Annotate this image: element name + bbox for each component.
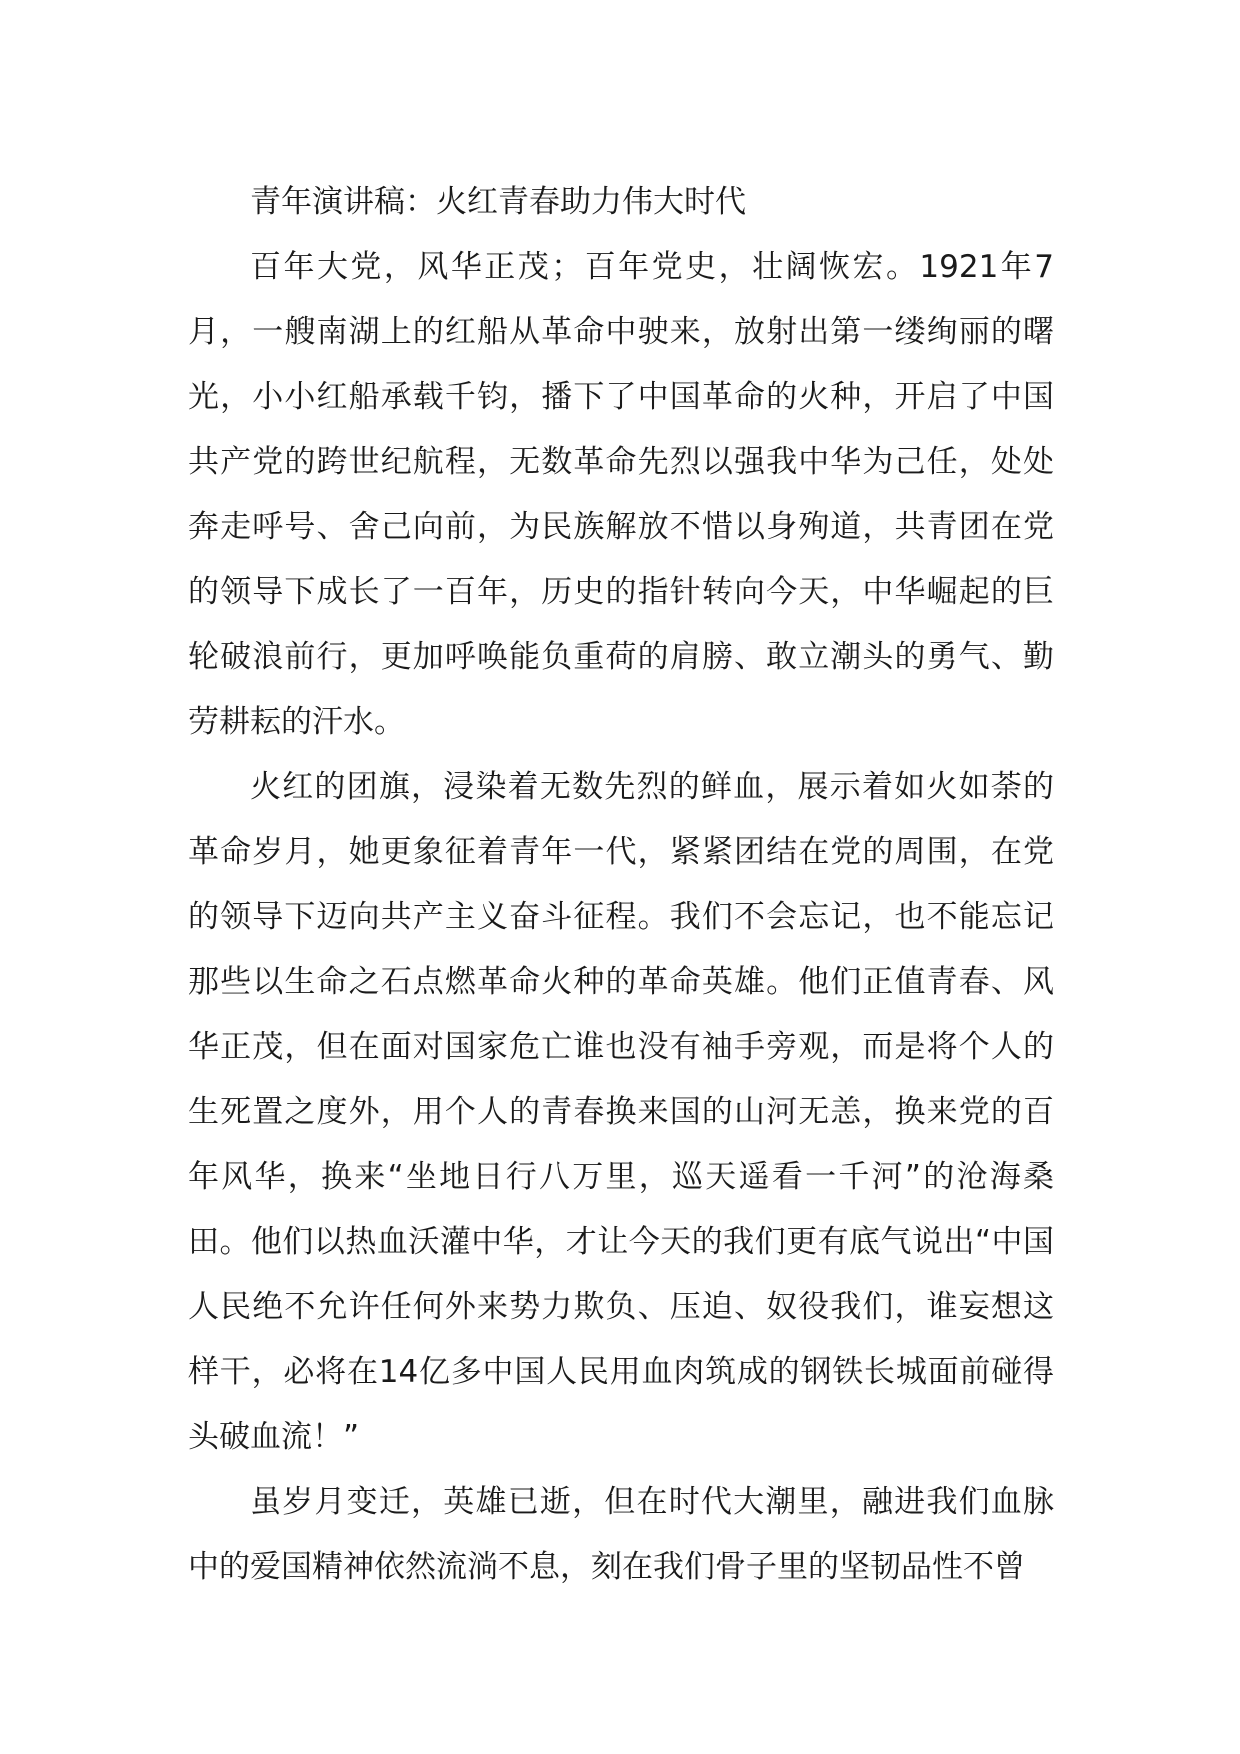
paragraph-2: 火红的团旗，浸染着无数先烈的鲜血，展示着如火如荼的革命岁月，她更象征着青年一代，紧紧团结在党的周围，在党的领导下迈向共产主义奋斗征程。我们不会忘记，也不能忘记那些以生命之石点燃革命火种的革命英雄。他们正值青春、风华正茂，但在面对国家危亡谁也没有袖手旁观，而是将个人的生死置之度外，用个人的青春换来国的山河无恙，换来党的百年风华，换来“坐地日行八万里，巡天遥看一千河”的沧海桑田。他们以热血沃灌中华，才让今天的我们更有底气说出“中国人民绝不允许任何外来势力欺负、压迫、奴役我们，谁妄想这样干，必将在14亿多中国人民用血肉筑成的钢铁长城面前碰得头破血流！” xyxy=(188,769,1054,1455)
paragraph-1: 百年大党，风华正茂；百年党史，壮阔恢宏。1921年7月，一艘南湖上的红船从革命中驶来，放射出第一缕绚丽的曙光，小小红船承载千钧，播下了中国革命的火种，开启了中国共产党的跨世纪航程，无数革命先烈以强我中华为己任，处处奔走呼号、舍己向前，为民族解放不惜以身殉道，共青团在党的领导下成长了一百年，历史的指针转向今天，中华崛起的巨轮破浪前行，更加呼唤能负重荷的肩膀、敢立潮头的勇气、勤劳耕耘的汗水。 xyxy=(188,249,1054,740)
document-title: 青年演讲稿：火红青春助力伟大时代 xyxy=(250,184,746,220)
paragraph-3: 虽岁月变迁，英雄已逝，但在时代大潮里，融进我们血脉中的爱国精神依然流淌不息，刻在我们骨子里的坚韧品性不曾 xyxy=(188,1484,1054,1585)
document-body xyxy=(188,170,1054,1600)
